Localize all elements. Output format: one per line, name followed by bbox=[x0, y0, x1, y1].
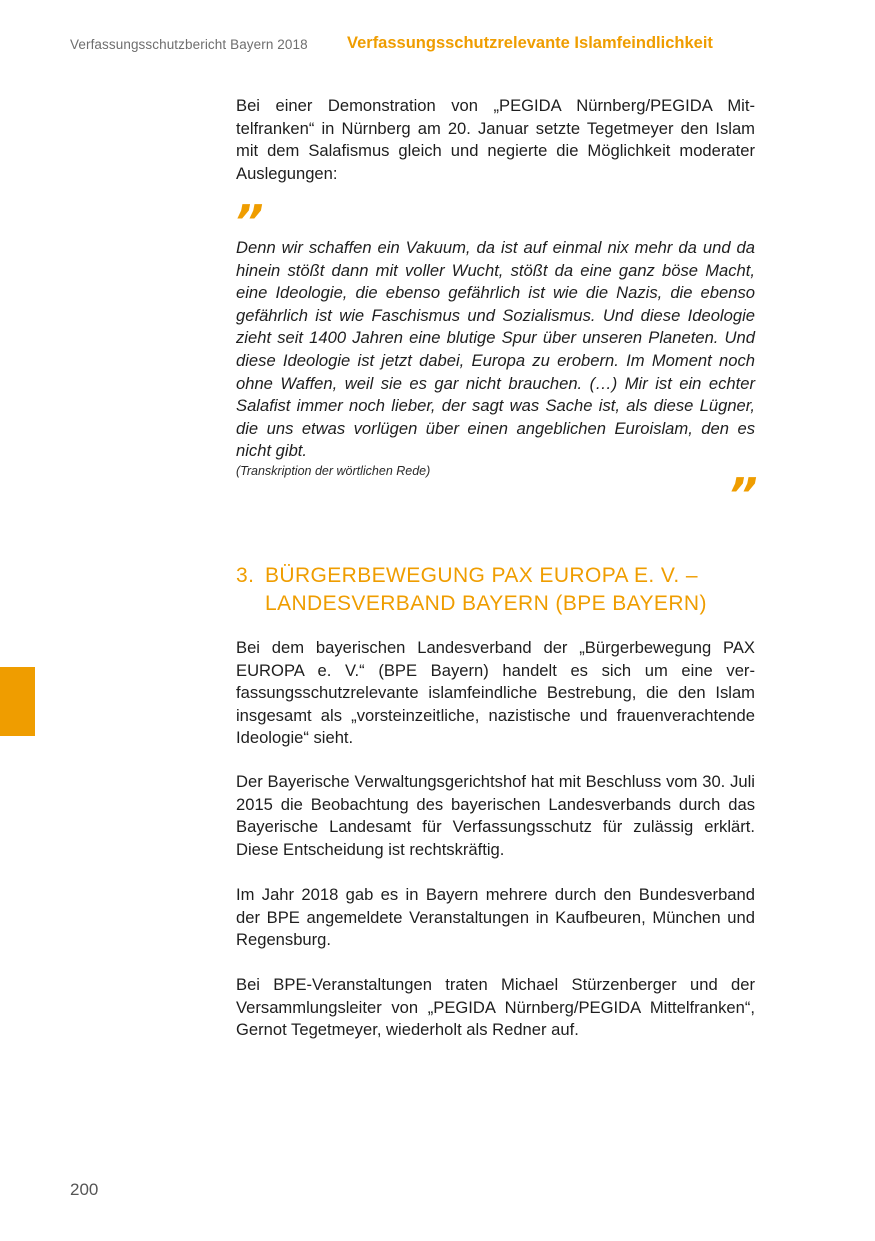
quote-close-mark: ” bbox=[728, 468, 758, 522]
quote-open-mark: ” bbox=[234, 195, 264, 249]
quote-source: (Transkription der wörtlichen Rede) bbox=[236, 463, 431, 478]
paragraph: Im Jahr 2018 gab es in Bayern mehrere durch den Bundesverband der BPE angemeldete Veranstaltungen in Kaufbeuren, München und Regensburg. bbox=[236, 885, 755, 950]
section-body-3 bbox=[236, 884, 755, 952]
chapter-side-tab bbox=[0, 667, 35, 736]
intro-block bbox=[236, 95, 755, 185]
paragraph: Der Bayerische Verwaltungsgerichtshof hat mit Beschluss vom 30. Juli 2015 die Beobachtung des bayerischen Landesverbands durch das Bayerische Landesamt für Verfassungsschutz für zulässig erklärt. Diese Entscheidung ist rechtskräftig. bbox=[236, 772, 755, 859]
section-body-1 bbox=[236, 637, 755, 750]
section-number: 3. bbox=[236, 564, 255, 587]
running-header-publication: Verfassungsschutzbericht Bayern 2018 bbox=[70, 37, 308, 52]
quote-block bbox=[236, 237, 755, 478]
section-title: BÜRGERBEWEGUNG PAX EUROPA E. V. – LANDESVERBAND BAYERN (BPE BAYERN) bbox=[265, 564, 707, 615]
paragraph: Bei BPE-Veranstaltungen traten Michael Stürzenberger und der Versammlungsleiter von „PEGIDA Nürnberg/PEGIDA Mittelfranken“, Gernot Tegetmeyer, wiederholt als Redner auf. bbox=[236, 975, 755, 1040]
quote-text: Denn wir schaffen ein Vakuum, da ist auf einmal nix mehr da und da hinein stößt dann mit voller Wucht, stößt da eine ganz böse Macht, eine Ideologie, die ebenso gefährlich ist wie die Nazis, die ebenso gefährlich ist wie Faschismus und Sozialismus. Und diese Ideologie zieht seit 1400 Jahren eine blutige Spur über unseren Planeten. Und diese Ideologie ist jetzt dabei, Europa zu erobern. Im Moment noch ohne Waffen, weil sie es gar nicht brauchen. (…) Mir ist ein echter Salafist immer noch lieber, der sagt was Sache ist, als diese Lügner, die uns etwas vorlügen über einen angeblichen Euroislam, den es nicht gibt. bbox=[236, 238, 755, 461]
intro-paragraph: Bei einer Demonstration von „PEGIDA Nürnberg/PEGIDA Mittelfranken“ in Nürnberg am 20. Januar setzte Tegetmeyer den Islam mit dem Salafismus gleich und negierte die Möglichkeit moderater Auslegungen: bbox=[236, 96, 755, 183]
section-body-4 bbox=[236, 974, 755, 1042]
paragraph: Bei dem bayerischen Landesverband der „Bürgerbewegung PAX EUROPA e. V.“ (BPE Bayern) handelt es sich um eine verfassungsschutzrelevante islamfeindliche Bestrebung, die den Islam insgesamt als „vorsteinzeitliche, nazistische und frauenverachtende Ideologie“ sieht. bbox=[236, 638, 755, 748]
running-header-chapter: Verfassungsschutzrelevante Islamfeindlichkeit bbox=[347, 34, 713, 52]
section-heading bbox=[236, 562, 776, 618]
page-number: 200 bbox=[70, 1180, 99, 1199]
section-body-2 bbox=[236, 771, 755, 861]
